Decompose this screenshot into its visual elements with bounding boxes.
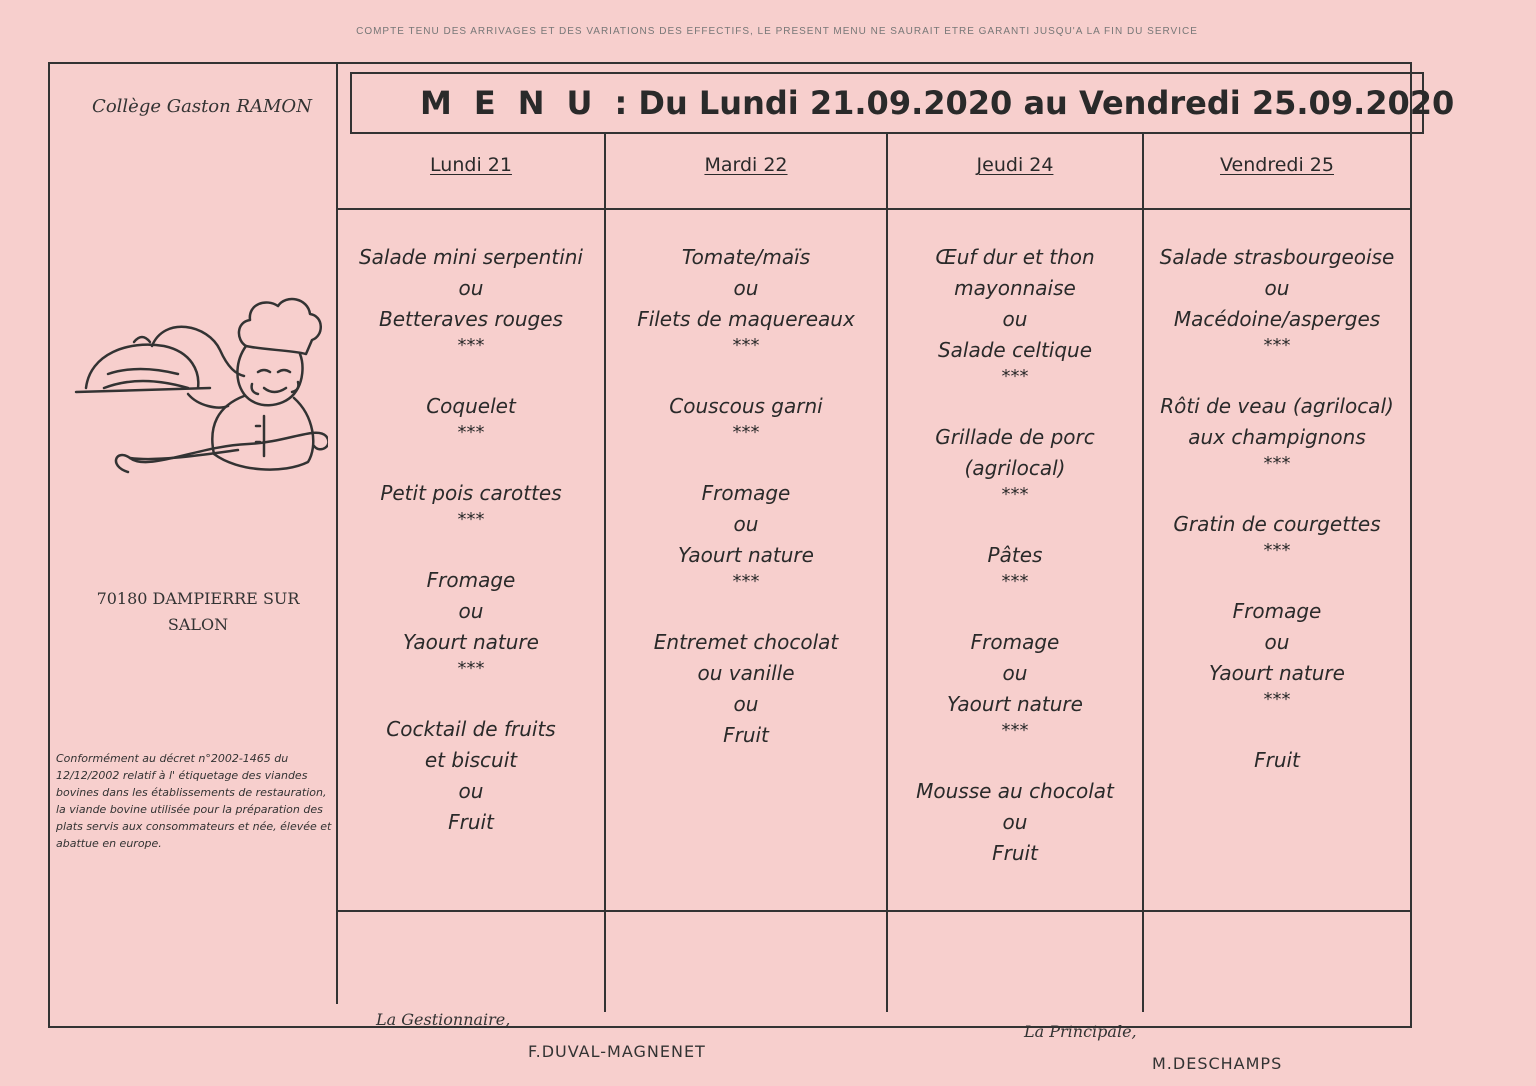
course-line: Salade strasbourgeoise: [1159, 245, 1395, 269]
course-line: Filets de maquereaux: [637, 307, 855, 331]
course-line: Betteraves rouges: [379, 307, 563, 331]
chef-illustration-icon: [68, 276, 328, 486]
course-line: Salade mini serpentini: [358, 245, 583, 269]
course-line: mayonnaise: [954, 276, 1076, 300]
course-separator: ***: [1263, 335, 1291, 356]
menu-table: [338, 134, 1412, 1004]
course-separator: ***: [1001, 571, 1029, 592]
course-separator: ***: [1001, 484, 1029, 505]
course-line: Fruit: [723, 723, 769, 747]
course-line: Œuf dur et thon: [935, 245, 1095, 269]
course-line: Entremet chocolat: [653, 630, 839, 654]
course-line: Petit pois carottes: [380, 481, 562, 505]
course-separator: ***: [457, 422, 485, 443]
course-line: Macédoine/asperges: [1173, 307, 1381, 331]
course-line: ou: [733, 692, 759, 716]
course-line: ou: [458, 779, 484, 803]
course-line: Cocktail de fruits: [386, 717, 556, 741]
day-heading: Jeudi 24: [888, 134, 1142, 210]
course-line: Tomate/maïs: [681, 245, 811, 269]
day-courses: [1144, 210, 1410, 776]
course-line: ou: [733, 276, 759, 300]
menu-date-range: : Du Lundi 21.09.2020 au Vendredi 25.09.2020: [614, 84, 1455, 122]
day-column: [606, 134, 888, 1012]
course-line: Fruit: [992, 841, 1038, 865]
day-courses: [888, 210, 1142, 869]
course-separator: ***: [1001, 720, 1029, 741]
day-courses: [606, 210, 886, 751]
course-line: Couscous garni: [669, 394, 823, 418]
course-line: Grillade de porc: [935, 425, 1095, 449]
day-heading: Vendredi 25: [1144, 134, 1410, 210]
course-line: ou: [1002, 661, 1028, 685]
course-line: Yaourt nature: [1209, 661, 1345, 685]
school-address: [68, 586, 328, 638]
course-line: ou: [1002, 810, 1028, 834]
course-line: Coquelet: [426, 394, 516, 418]
course-separator: ***: [732, 571, 760, 592]
course-line: Fruit: [1254, 748, 1300, 772]
course-line: aux champignons: [1188, 425, 1366, 449]
course-line: et biscuit: [424, 748, 518, 772]
address-line-2: SALON: [167, 615, 229, 634]
day-heading: Lundi 21: [338, 134, 604, 210]
course-line: Fruit: [448, 810, 494, 834]
course-separator: ***: [1001, 366, 1029, 387]
course-line: Fromage: [426, 568, 516, 592]
course-separator: ***: [457, 509, 485, 530]
day-courses: [338, 210, 604, 838]
course-line: ou: [458, 276, 484, 300]
course-line: Fromage: [701, 481, 791, 505]
course-separator: ***: [1263, 689, 1291, 710]
course-line: Pâtes: [987, 543, 1043, 567]
course-separator: ***: [1263, 453, 1291, 474]
course-line: Fromage: [1232, 599, 1322, 623]
day-heading: Mardi 22: [606, 134, 886, 210]
table-bottom-divider: [338, 910, 1412, 912]
course-separator: ***: [1263, 540, 1291, 561]
menu-title: [350, 72, 1455, 134]
course-line: Yaourt nature: [678, 543, 814, 567]
course-line: Yaourt nature: [403, 630, 539, 654]
course-line: ou: [458, 599, 484, 623]
gestionnaire-label: La Gestionnaire,: [376, 1010, 511, 1029]
gestionnaire-name: F.DUVAL-MAGNENET: [528, 1042, 706, 1061]
course-line: Salade celtique: [937, 338, 1093, 362]
menu-word: MENU: [420, 84, 615, 122]
course-separator: ***: [732, 335, 760, 356]
principale-label: La Principale,: [1024, 1022, 1137, 1041]
principale-name: M.DESCHAMPS: [1152, 1054, 1283, 1073]
course-separator: ***: [732, 422, 760, 443]
course-line: Fromage: [970, 630, 1060, 654]
course-line: ou: [1264, 630, 1290, 654]
course-line: Mousse au chocolat: [916, 779, 1114, 803]
course-line: (agrilocal): [964, 456, 1066, 480]
service-disclaimer: COMPTE TENU DES ARRIVAGES ET DES VARIATIONS DES EFFECTIFS, LE PRESENT MENU NE SAURAIT ETRE GARANTI JUSQU'A LA FIN DU SERVICE: [356, 26, 1198, 37]
course-line: ou: [733, 512, 759, 536]
day-column: [338, 134, 606, 1012]
course-separator: ***: [457, 658, 485, 679]
legal-notice: Conformément au décret n°2002-1465 du 12/12/2002 relatif à l' étiquetage des viandes bovines dans les établissements de restauration, la viande bovine utilisée pour la préparation des plats servis aux consommateurs et née, élevée et abattue en europe.: [56, 752, 332, 850]
course-line: ou vanille: [697, 661, 795, 685]
day-column: [888, 134, 1144, 1012]
course-line: Yaourt nature: [947, 692, 1083, 716]
course-line: ou: [1002, 307, 1028, 331]
address-line-1: 70180 DAMPIERRE SUR: [96, 589, 300, 608]
course-line: Gratin de courgettes: [1173, 512, 1381, 536]
school-sidebar: [48, 62, 338, 1004]
school-name: Collège Gaston RAMON: [92, 96, 312, 117]
course-line: Rôti de veau (agrilocal): [1160, 394, 1394, 418]
course-separator: ***: [457, 335, 485, 356]
course-line: ou: [1264, 276, 1290, 300]
day-column: [1144, 134, 1412, 1012]
